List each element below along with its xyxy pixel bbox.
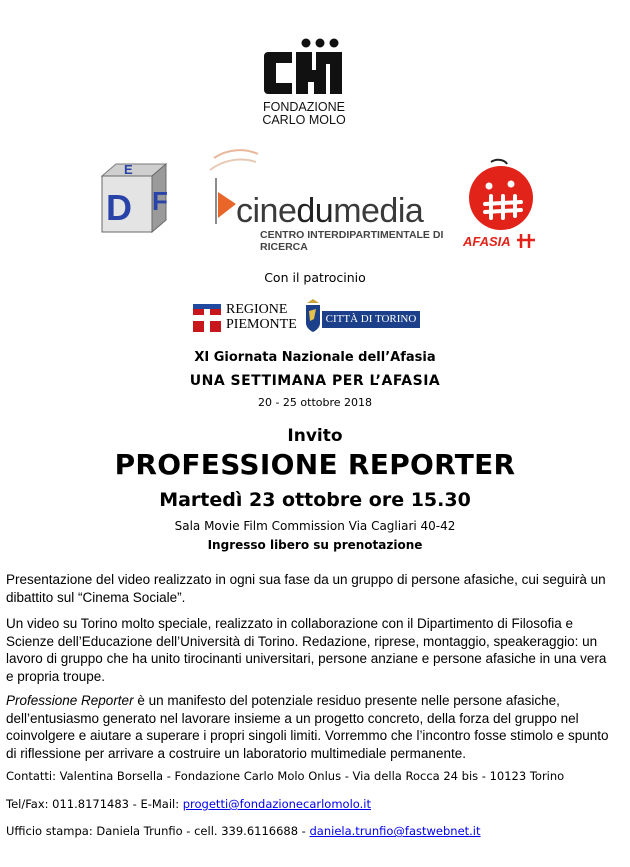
event-when: Martedì 23 ottobre ore 15.30 [159,489,471,511]
tel-line [6,797,371,811]
cm-mark-icon [262,38,346,98]
cube-letter-e: E [124,162,133,177]
citta-di-torino-logo [304,299,422,333]
event-line2: UNA SETTIMANA PER L’AFASIA [189,373,441,389]
paragraph-manifesto [6,692,616,762]
patrocinio-label: Con il patrocinio [264,270,366,285]
word-cine: cine [236,192,297,230]
cinedumedia-subtitle: CENTRO INTERDIPARTIMENTALE DI RICERCA [260,229,444,253]
word-media: media [333,192,424,230]
fondazione-carlo-molo-logo [262,38,346,128]
cinedumedia-logo [208,148,464,253]
cm-line2: CARLO MOLO [262,113,346,127]
manifesto-title: Professione Reporter [6,693,134,708]
word-du: du [296,192,334,230]
cinedumedia-wordmark [236,192,423,231]
event-line1: XI Giornata Nazionale dell’Afasia [194,350,436,365]
paragraph-video: Un video su Torino molto speciale, realizzato in collaborazione con il Dipartimento di Filosofia e Scienze dell’Educazione dell’Università di Torino. Redazione, riprese, montaggio, speakeraggio: un lavoro di gruppo che ha unito tirocinanti universitari, persone anziane e persone afasiche in una vera e propria troupe. [6,616,607,684]
cube-letter-d: D [106,187,132,228]
torino-label: CITTÀ DI TORINO [322,311,420,328]
event-title: PROFESSIONE REPORTER [114,448,516,481]
event-where: Sala Movie Film Commission Via Cagliari 40-42 [174,519,456,533]
email-link-progetti[interactable]: progetti@fondazionecarlomolo.it [182,797,371,811]
event-dates: 20 - 25 ottobre 2018 [257,396,373,409]
event-entry: Ingresso libero su prenotazione [207,538,423,552]
press-label: Ufficio stampa: Daniela Trunfio - cell. 339.6116688 - [6,824,310,838]
edf-cube-logo [100,162,168,234]
afasia-logo [461,158,541,250]
regione-line1: REGIONE [226,302,288,317]
regione-piemonte-logo [192,302,297,333]
tel-label: Tel/Fax: 011.8171483 - E-Mail: [6,797,183,811]
afasia-label: AFASIA [463,234,511,249]
press-line [6,824,481,838]
regione-line2: PIEMONTE [226,317,297,332]
cube-letter-f: F [152,186,168,216]
manifesto-text: è un manifesto del potenziale residuo presente nelle persone afasiche, dell’entusiasmo generato nel lavorare insieme a un progetto concreto, della forza del gruppo nel coinvolgere e aiutare a superare i propri singoli limiti. Vorremmo che l’incontro fosse stimolo e spunto di riflessione per arrivare a costruire un laboratorio multimediale permanente. [6,693,609,761]
torino-crest-icon [304,299,322,333]
paragraph-presentation: Presentazione del video realizzato in ogni sua fase da un gruppo di persone afasiche, cui seguirà un dibattito sul “Cinema Sociale”. [6,572,606,605]
piemonte-shield-icon [192,303,222,333]
email-link-press[interactable]: daniela.trunfio@fastwebnet.it [309,824,481,838]
contacts-line: Contatti: Valentina Borsella - Fondazione Carlo Molo Onlus - Via della Rocca 24 bis - 10123 Torino [6,769,565,783]
invito-label: Invito [287,426,343,446]
cm-line1: FONDAZIONE [263,100,345,114]
